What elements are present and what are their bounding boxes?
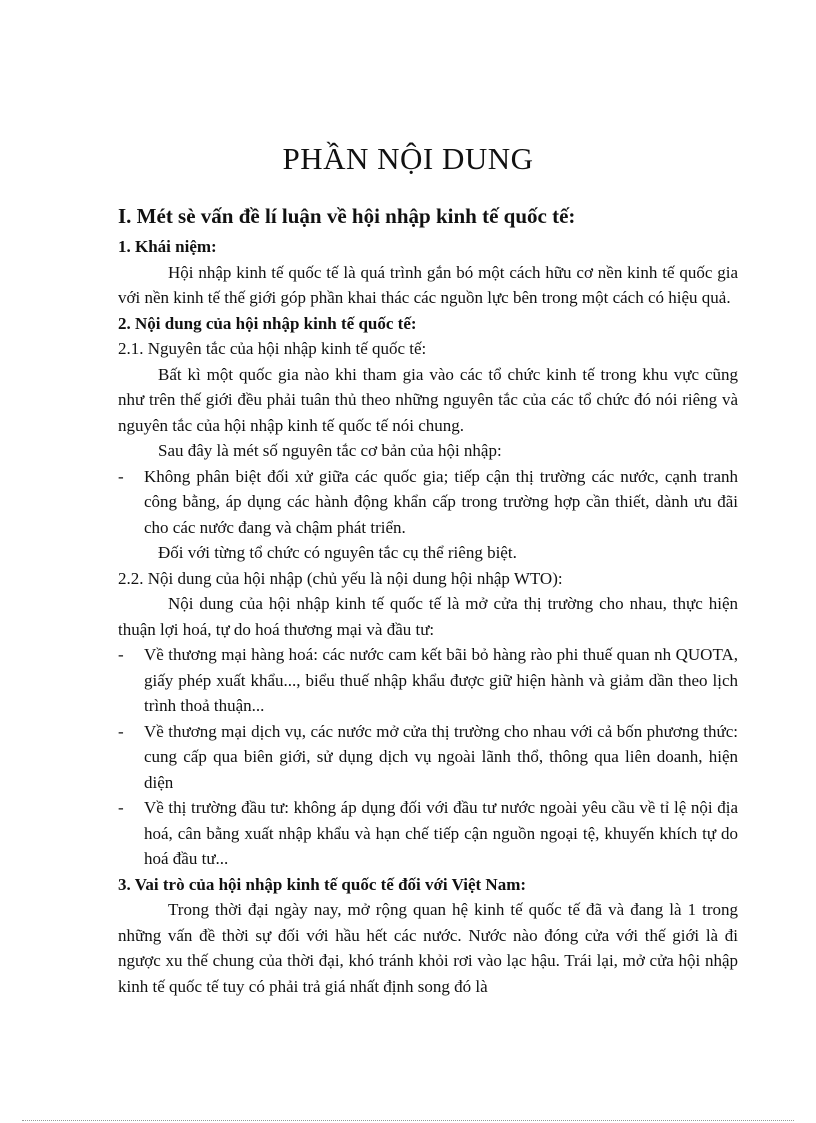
- document-body: [118, 201, 738, 999]
- section-2-1-heading: 2.1. Nguyên tắc của hội nhập kinh tế quốc tế:: [118, 339, 427, 358]
- list-item: [118, 719, 738, 796]
- bullet-mark: -: [118, 645, 124, 664]
- section-1-3-heading: 3. Vai trò của hội nhập kinh tế quốc tế đối với Việt Nam:: [118, 874, 527, 894]
- section-2-2-heading: 2.2. Nội dung của hội nhập (chủ yếu là nội dung hội nhập WTO):: [118, 568, 563, 588]
- bullet-mark: -: [118, 721, 124, 741]
- principles-note-paragraph: Đối với từng tổ chức có nguyên tắc cụ thể riêng biệt.: [158, 543, 517, 562]
- section-1-2-heading: 2. Nội dung của hội nhập kinh tế quốc tế:: [118, 313, 417, 333]
- page-bottom-divider: [22, 1120, 794, 1121]
- list-item-text: Về thương mại hàng hoá: các nước cam kết bãi bỏ hàng rào phi thuế quan nh QUOTA, giấy phép xuất khẩu..., biểu thuế nhập khẩu được giữ hiện hành và giảm dần theo lịch trình thoả thuận...: [144, 645, 738, 715]
- principles-intro-paragraph: Sau đây là mét số nguyên tắc cơ bản của hội nhập:: [158, 441, 502, 460]
- content-paragraph: Nội dung của hội nhập kinh tế quốc tế là mở cửa thị trường cho nhau, thực hiện thuận lợi hoá, tự do hoá thương mại và đầu tư:: [118, 594, 738, 639]
- list-item: [118, 642, 738, 719]
- list-item: [118, 464, 738, 541]
- list-item: [118, 795, 738, 872]
- definition-paragraph: Hội nhập kinh tế quốc tế là quá trình gắn bó một cách hữu cơ nền kinh tế quốc gia với nền kinh tế thế giới góp phần khai thác các nguồn lực bên trong một cách có hiệu quả.: [118, 262, 738, 307]
- role-paragraph: Trong thời đại ngày nay, mở rộng quan hệ kinh tế quốc tế đã và đang là 1 trong những vấn đề thời sự đối với hầu hết các nước. Nước nào đóng cửa với thế giới là đi ngược xu thế chung của thời đại, khó tránh khỏi rơi vào lạc hậu. Trái lại, mở cửa hội nhập kinh tế quốc tế tuy có phải trả giá nhất định song đó là: [118, 900, 738, 996]
- list-item-text: Về thương mại dịch vụ, các nước mở cửa thị trường cho nhau với cả bốn phương thức: cung cấp qua biên giới, sử dụng dịch vụ ngoài lãnh thổ, thông qua liên doanh, hiện diện: [144, 721, 738, 792]
- bullet-mark: -: [118, 466, 124, 486]
- list-item-text: Không phân biệt đối xử giữa các quốc gia; tiếp cận thị trường các nước, cạnh tranh công bằng, áp dụng các hành động khẩn cấp trong trường hợp cần thiết, dành ưu đãi cho các nước đang và chậm phát triển.: [144, 466, 738, 537]
- page-title: PHẦN NỘI DUNG: [282, 141, 534, 176]
- section-1-1-heading: 1. Khái niệm:: [118, 237, 217, 256]
- principles-paragraph: Bất kì một quốc gia nào khi tham gia vào các tổ chức kinh tế trong khu vực cũng như trên thế giới đều phải tuân thủ theo những nguyên tắc của các tổ chức đó nói riêng và nguyên tắc của hội nhập kinh tế quốc tế nói chung.: [118, 364, 738, 435]
- section-1-heading: I. Mét sè vấn đề lí luận về hội nhập kinh tế quốc tế:: [118, 204, 576, 228]
- list-item-text: Về thị trường đầu tư: không áp dụng đối với đầu tư nước ngoài yêu cầu về tỉ lệ nội địa hoá, cân bằng xuất nhập khẩu và hạn chế tiếp cận nguồn ngoại tệ, khuyến khích tự do hoá đầu tư...: [144, 798, 738, 868]
- bullet-mark: -: [118, 798, 124, 817]
